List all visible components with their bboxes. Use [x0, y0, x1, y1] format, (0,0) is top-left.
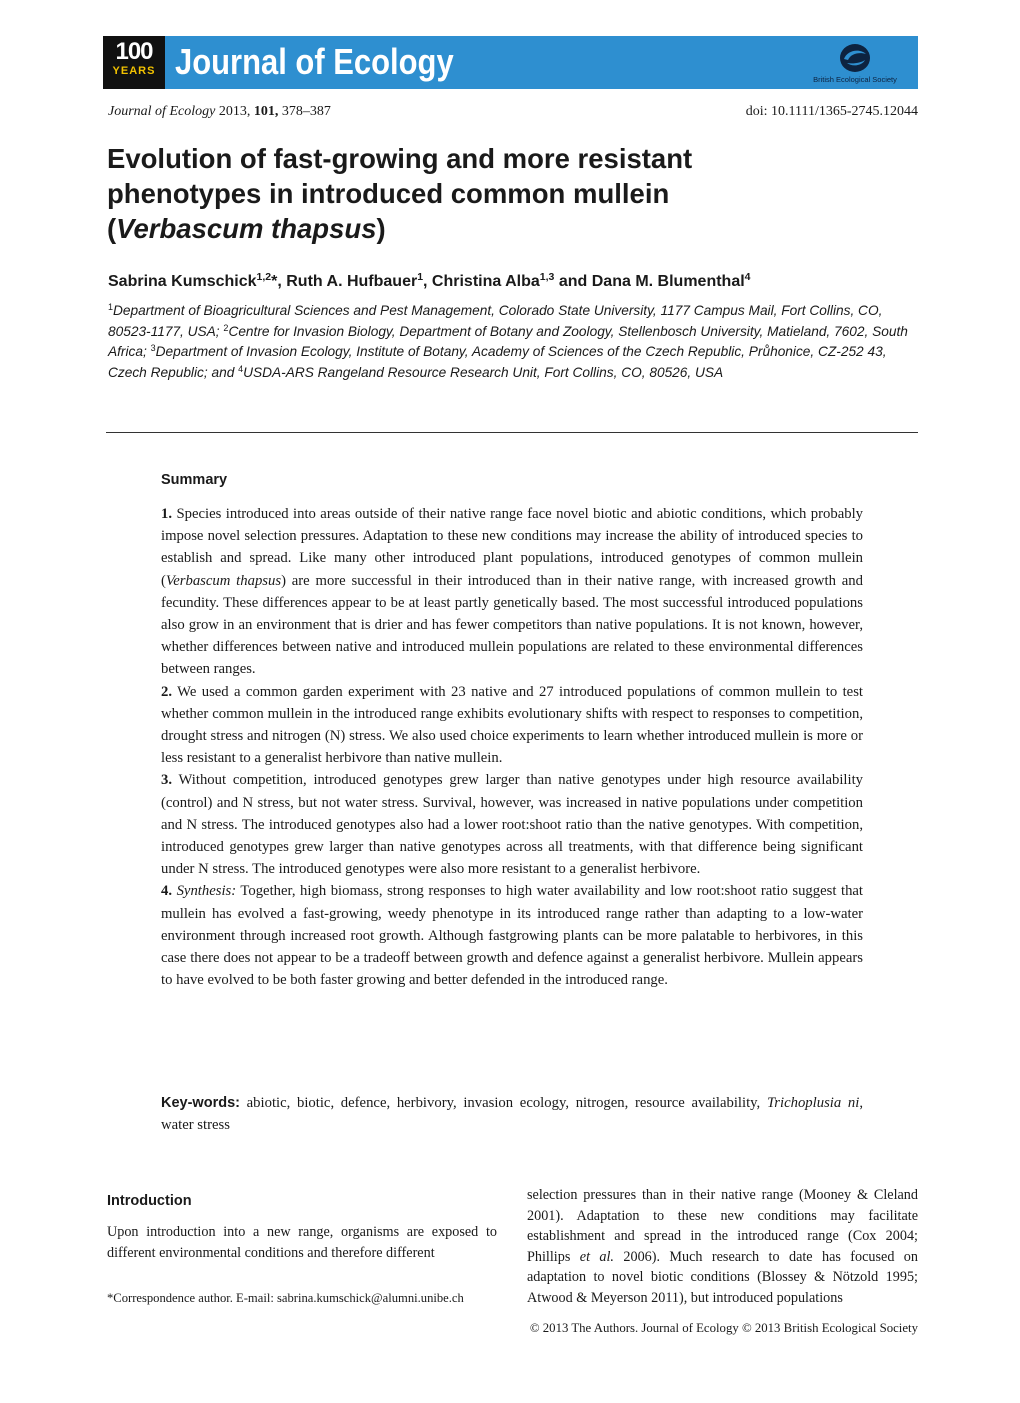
- affiliation-text: Centre for Invasion Biology, Department of Botany and Zoology, Stellenbosch University, Matieland, 7602, South Africa;: [108, 323, 908, 360]
- title-species: Verbascum thapsus: [116, 213, 377, 244]
- author-affiliation-mark: 1,2: [256, 271, 272, 283]
- doi: doi: 10.1111/1365-2745.12044: [745, 104, 918, 119]
- keywords-label: Key-words:: [161, 1095, 240, 1111]
- summary-body: [161, 503, 863, 991]
- title-line-1: Evolution of fast-growing and more resistant: [107, 143, 693, 174]
- copyright-notice: © 2013 The Authors. Journal of Ecology © 2013 British Ecological Society: [529, 1321, 918, 1335]
- summary-point-4: 4. Synthesis: Together, high biomass, strong responses to high water availability and low root:shoot ratio suggest that mullein has evolved a fast-growing, weedy phenotype in its introduced range rather than adapting to a low-water environment through increased root growth. Although fastgrowing plants can be more palatable to herbivores, in this case there does not appear to be a tradeoff between growth and defence against a generalist herbivore. Mullein appears to have evolved to be both faster growing and better defended in the introduced range.: [161, 883, 864, 989]
- author-name: Christina Alba: [431, 273, 540, 290]
- affiliation-text: Department of Bioagricultural Sciences and Pest Management, Colorado State University, 1177 Campus Mail, Fort Collins, CO, 80523-1177, USA;: [108, 303, 883, 339]
- society-logo: [800, 40, 910, 85]
- badge-number: 100: [115, 38, 153, 65]
- affiliation-text: USDA-ARS Rangeland Resource Research Unit, Fort Collins, CO, 80526, USA: [243, 364, 724, 380]
- header-divider: [106, 432, 918, 433]
- summary-point-1: 1. Species introduced into areas outside of their native range face novel biotic and abiotic conditions, which probably impose novel selection pressures. Adaptation to these new conditions may increase the ability of introduced species to establish and spread. Like many other introduced plant populations, introduced genotypes of common mullein (Verbascum thapsus) are more successful in their introduced than in their native range, with increased growth and fecundity. These differences appear to be at least partly genetically based. The most successful introduced populations also grow in an environment that is drier and has fewer competitors than native populations. It is not known, however, whether differences between native and introduced mullein populations are related to these environmental differences between ranges.: [161, 506, 863, 678]
- author-name: Sabrina Kumschick: [108, 273, 257, 290]
- citation-pages: 378–387: [281, 104, 331, 119]
- author-affiliation-mark: 1,3: [539, 271, 555, 283]
- citation-year: 2013,: [218, 104, 251, 119]
- introduction-heading: Introduction: [107, 1193, 192, 1209]
- correspondence-footnote: *Correspondence author. E-mail: sabrina.kumschick@alumni.unibe.ch: [107, 1291, 464, 1305]
- summary-point-3: 3. Without competition, introduced genotypes grew larger than native genotypes under high resource availability (control) and N stress, but not water stress. Survival, however, was increased in native populations under competition and N stress. The introduced genotypes also had a lower root:shoot ratio than the native genotypes. With competition, introduced genotypes grew larger than native genotypes across all treatments, with that difference being significant under N stress. The introduced genotypes were also more resistant to a generalist herbivore.: [161, 772, 863, 878]
- citation-volume: 101,: [253, 104, 279, 119]
- summary-heading: Summary: [161, 472, 228, 488]
- society-name: British Ecological Society: [813, 75, 897, 84]
- title-line-2: phenotypes in introduced common mullein: [107, 178, 670, 209]
- author-name: Dana M. Blumenthal: [591, 273, 745, 290]
- author-affiliation-mark: 1: [417, 271, 424, 283]
- citation-journal: Journal of Ecology: [108, 104, 216, 119]
- journal-name: Journal of Ecology: [175, 41, 454, 82]
- society-emblem-icon: [838, 42, 872, 74]
- badge-label: YEARS: [112, 65, 156, 77]
- keywords: Key-words: abiotic, biotic, defence, herbivory, invasion ecology, nitrogen, resource availability, Trichoplusia ni, water stress: [161, 1095, 863, 1134]
- author-affiliation-mark: 4: [744, 271, 751, 283]
- introduction-right-column: selection pressures than in their native range (Mooney & Cleland 2001). Adaptation to these new conditions may facilitate establishment and spread in the introduced range (Cox 2004; Phillips et al. 2006). Much research to date has focused on adaptation to novel biotic conditions (Blossey & Nötzold 1995; Atwood & Meyerson 2011), but introduced populations: [527, 1187, 918, 1306]
- journal-banner: [103, 36, 918, 89]
- author-name: Ruth A. Hufbauer: [286, 273, 418, 290]
- affiliations: $^1$Department of Bioagricultural Sciences and Pest Management, Colorado State University, 1177 Campus Mail, Fort Collins, CO, 80523-1177, USA; $^2$Centre for Invasion Biology, Department of Botany and Zoology, Stellenbosch University, Matieland, 7602, South Africa; $^3$Department of Invasion Ecology, Institute of Botany, Academy of Sciences of the Czech Republic, Průhonice, CZ-252 43, Czech Republic; and $^4$USDA-ARS Rangeland Resource Research Unit, Fort Collins, CO, 80526, USA: [108, 302, 908, 380]
- affiliation-text: Department of Invasion Ecology, Institute of Botany, Academy of Sciences of the Czech Republic, Průhonice, CZ-252 43, Czech Republic; and: [108, 344, 887, 380]
- introduction-left-column: Upon introduction into a new range, organisms are exposed to different environmental conditions and therefore different: [107, 1224, 497, 1261]
- article-title: [107, 141, 907, 246]
- author-list: Sabrina Kumschick$^{1,2}$*, Ruth A. Hufbauer$^1$, Christina Alba$^{1,3}$ and Dana M. Blumenthal$^4$: [108, 271, 751, 290]
- summary-point-2: 2. We used a common garden experiment with 23 native and 27 introduced populations of common mullein to test whether common mullein in the introduced range exhibits evolutionary shifts with respect to responses to competition, drought stress and nitrogen (N) stress. We also used choice experiments to learn whether introduced mullein is more or less resistant to a generalist herbivore than native mullein.: [161, 683, 863, 767]
- centenary-badge: [103, 36, 165, 89]
- citation-line: [108, 104, 331, 120]
- title-line-3: (Verbascum thapsus): [107, 213, 386, 244]
